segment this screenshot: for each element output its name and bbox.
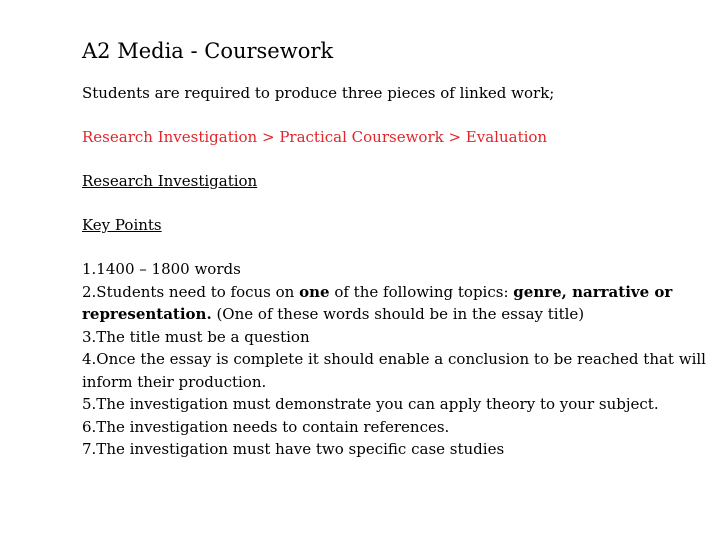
key-points-list: [82, 258, 722, 461]
key-point-5: 5.The investigation must demonstrate you can apply theory to your subject.: [82, 395, 659, 413]
slide-title: A2 Media - Coursework: [82, 39, 334, 63]
key-point-2-emphasis: one: [299, 282, 330, 301]
section-heading: Research Investigation: [82, 172, 258, 190]
key-point-1: 1.1400 – 1800 words: [82, 260, 241, 278]
slide-content: [82, 38, 722, 461]
key-point-2-text-cont: of the following topics:: [329, 282, 514, 301]
key-point-7: 7.The investigation must have two specific case studies: [82, 440, 505, 458]
key-point-3: 3.The title must be a question: [82, 327, 310, 346]
key-point-2-note: (One of these words should be in the essay title): [211, 305, 585, 323]
key-point-2-topics: genre, narrative or representation.: [82, 282, 673, 323]
key-points-heading: Key Points: [82, 216, 162, 234]
key-point-6: 6.The investigation needs to contain references.: [82, 417, 450, 436]
key-point-4: 4.Once the essay is complete it should enable a conclusion to be reached that will inform their production.: [82, 350, 706, 391]
workflow-text: Research Investigation > Practical Coursework > Evaluation: [82, 128, 548, 146]
key-point-2-text: 2.Students need to focus on: [82, 282, 300, 301]
key-point-2: [82, 281, 722, 326]
intro-text: Students are required to produce three pieces of linked work;: [82, 84, 555, 102]
